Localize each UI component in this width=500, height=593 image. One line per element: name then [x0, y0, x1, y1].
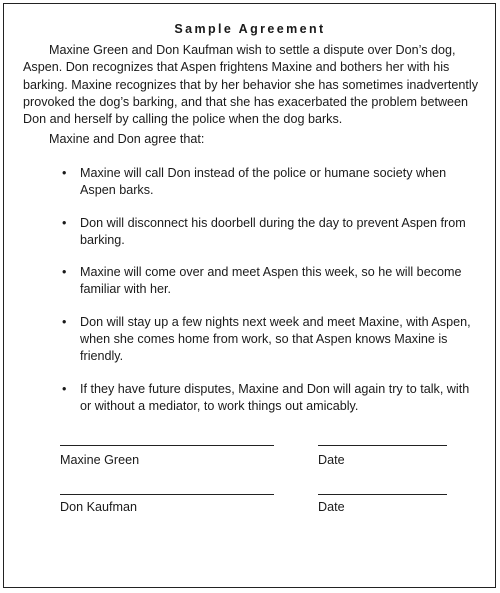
term-text: Maxine will call Don instead of the police or humane society when Aspen barks.	[80, 166, 447, 198]
signature-line-don[interactable]	[60, 494, 274, 495]
bullet-icon: •	[62, 314, 67, 329]
signature-line-maxine[interactable]	[60, 445, 274, 446]
document-title: Sample Agreement	[174, 22, 326, 36]
date-line-maxine[interactable]	[318, 445, 447, 446]
term-text: Maxine will come over and meet Aspen this week, so he will become familiar with her.	[80, 265, 462, 297]
bullet-icon: •	[62, 381, 67, 396]
bullet-icon: •	[62, 265, 67, 280]
date-label-don: Date	[318, 500, 345, 514]
signer-name-maxine: Maxine Green	[60, 453, 140, 467]
list-item	[60, 264, 482, 299]
intro-paragraph: Maxine Green and Don Kaufman wish to settle a dispute over Don’s dog, Aspen. Don recognizes that Aspen frightens Maxine and bothers her with his barking. Maxine recognizes that by her behavior she has sometimes inadvertently provoked the dog’s barking, and that she has exacerbated the problem between Don and herself by calling the police when the dog barks.	[23, 43, 479, 127]
signer-name-don: Don Kaufman	[60, 500, 138, 514]
list-item	[60, 314, 482, 366]
date-line-don[interactable]	[318, 494, 447, 495]
term-text: If they have future disputes, Maxine and Don will again try to talk, with or without a mediator, to work things out amicably.	[80, 381, 470, 413]
agreement-terms-list	[60, 165, 482, 415]
list-item	[60, 215, 482, 250]
bullet-icon: •	[62, 166, 67, 180]
list-item	[60, 165, 482, 200]
date-label-maxine: Date	[318, 453, 345, 467]
list-item	[60, 381, 482, 416]
bullet-icon: •	[62, 215, 67, 230]
agreement-lead-in: Maxine and Don agree that:	[49, 132, 205, 146]
term-text: Don will stay up a few nights next week and meet Maxine, with Aspen, when she comes home from work, so that Aspen knows Maxine is friendly.	[80, 314, 471, 364]
term-text: Don will disconnect his doorbell during the day to prevent Aspen from barking.	[80, 215, 466, 247]
